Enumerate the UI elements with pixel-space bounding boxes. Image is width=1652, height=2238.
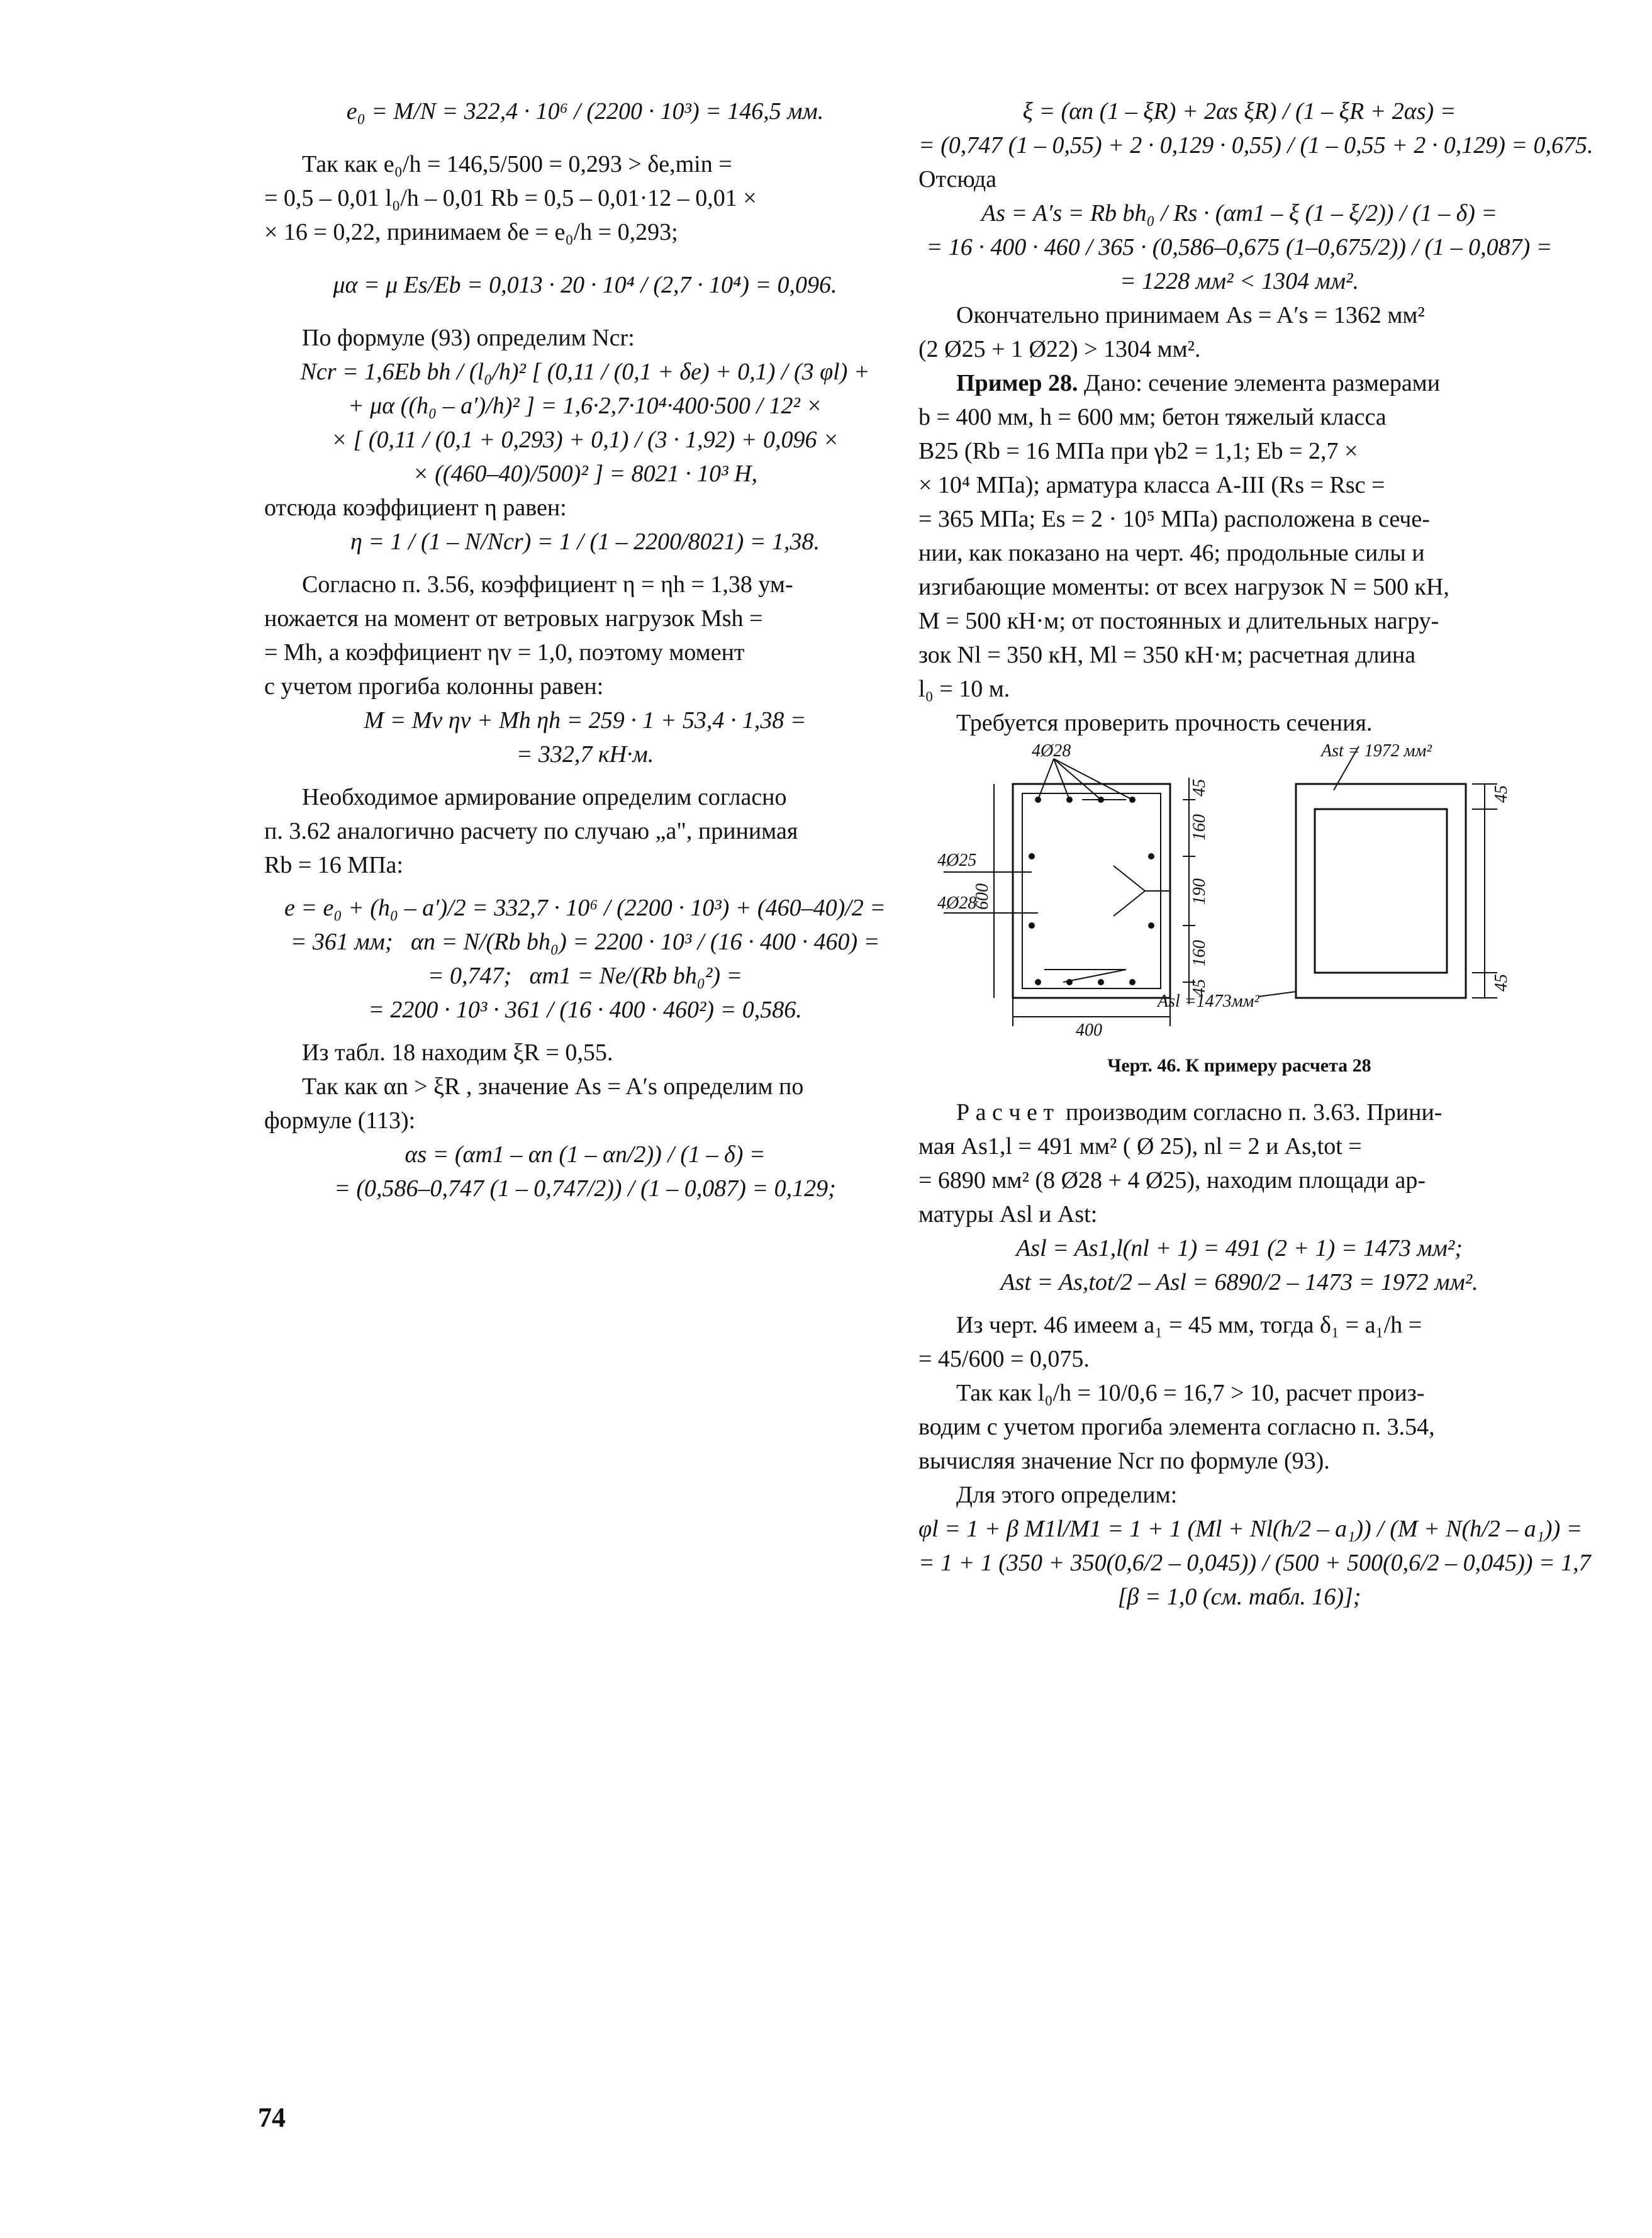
paragraph-line: Окончательно принимаем As = A′s = 1362 мм² — [956, 302, 1425, 328]
equation-line: Asl = As1,l(nl + 1) = 491 (2 + 1) = 1473 мм²; — [1016, 1235, 1463, 1262]
label-asl: Asl =1473мм² — [1158, 992, 1259, 1011]
label-top-bars: 4Ø28 — [1032, 741, 1071, 761]
paragraph-line: По формуле (93) определим Ncr: — [302, 325, 635, 351]
label-r45a: 45 — [1492, 785, 1511, 803]
equation-line: = 16 · 400 · 460 / 365 · (0,586–0,675 (1–0,675/2)) / (1 – 0,087) = — [926, 234, 1553, 260]
text-line: формуле (113): — [264, 1107, 416, 1134]
equation-line: = 2200 · 10³ · 361 / (16 · 400 · 460²) = 0,586. — [368, 997, 802, 1023]
text-line: = Mh, а коэффициент ηv = 1,0, поэтому момент — [264, 639, 745, 666]
label-d190: 190 — [1190, 878, 1209, 905]
text-line: матуры Asl и Ast: — [918, 1201, 1098, 1228]
paragraph-text: Дано: сечение элемента размерами — [1078, 370, 1441, 396]
label-d45a: 45 — [1190, 779, 1209, 797]
equation-line: ξ = (αn (1 – ξR) + 2αs ξR) / (1 – ξR + 2αs) = — [1022, 98, 1456, 125]
text-line: Rb = 16 МПа: — [264, 852, 403, 878]
equation-line: = (0,586–0,747 (1 – 0,747/2)) / (1 – 0,087) = 0,129; — [334, 1175, 836, 1202]
equation-line: η = 1 / (1 – N/Ncr) = 1 / (1 – 2200/8021) = 1,38. — [350, 529, 820, 555]
label-width: 400 — [1076, 1021, 1102, 1040]
label-ast: Ast = 1972 мм² — [1321, 741, 1432, 761]
paragraph-line: Необходимое армирование определим согласно — [302, 784, 787, 810]
label-d45b: 45 — [1190, 979, 1209, 997]
equation-line: = 332,7 кН·м. — [516, 741, 654, 768]
left-column — [264, 94, 906, 1206]
label-mid-bars: 4Ø25 — [937, 851, 977, 870]
equation-line: = 361 мм; αn = N/(Rb bh₀) = 2200 · 10³ / (16 · 400 · 460) = — [290, 929, 880, 955]
spacer — [264, 302, 906, 321]
paragraph-line: Требуется проверить прочность сечения. — [956, 710, 1373, 736]
equation-line: φl = 1 + β M1l/M1 = 1 + 1 (Ml + Nl(h/2 – a₁)) / (M + N(h/2 – a₁)) = — [918, 1516, 1583, 1542]
equation-line: × [ (0,11 / (0,1 + 0,293) + 0,1) / (3 · 1,92) + 0,096 × — [331, 427, 839, 453]
text-line: п. 3.62 аналогично расчету по случаю „а", принимая — [264, 818, 798, 844]
label-r45b: 45 — [1492, 974, 1511, 992]
text-line: × 10⁴ МПа); арматура класса А-III (Rs = Rsc = — [918, 472, 1385, 498]
text-line: вычисляя значение Ncr по формуле (93). — [918, 1448, 1330, 1474]
text-line: водим с учетом прогиба элемента согласно п. 3.54, — [918, 1414, 1435, 1440]
figure-46-drawing — [918, 740, 1560, 1042]
text-line: = 6890 мм² (8 Ø28 + 4 Ø25), находим площади ар- — [918, 1167, 1426, 1194]
paragraph-line: Так как l₀/h = 10/0,6 = 16,7 > 10, расчет произ- — [956, 1380, 1425, 1406]
paragraph-line: Для этого определим: — [956, 1482, 1178, 1508]
equivalent-section-inner — [1315, 809, 1447, 973]
text-line: зок Nl = 350 кН, Ml = 350 кН·м; расчетная длина — [918, 642, 1416, 668]
spacer — [264, 1027, 906, 1036]
equivalent-section-outline — [1296, 784, 1466, 998]
equation-line: μα = μ Es/Eb = 0,013 · 20 · 10⁴ / (2,7 · 10⁴) = 0,096. — [333, 272, 837, 298]
spacer — [264, 249, 906, 268]
paragraph-line: Согласно п. 3.56, коэффициент η = ηh = 1,38 ум- — [302, 571, 793, 598]
section-inner — [1022, 793, 1161, 988]
text-line: = 365 МПа; Es = 2 · 10⁵ МПа) расположена в сече- — [918, 506, 1430, 532]
text-line: × 16 = 0,22, принимаем δe = e₀/h = 0,293; — [264, 219, 678, 245]
spacer — [264, 882, 906, 891]
paragraph-line: Р а с ч е т производим согласно п. 3.63. Прини- — [956, 1099, 1443, 1126]
text-line: отсюда коэффициент η равен: — [264, 495, 567, 521]
equation-line: = 1 + 1 (350 + 350(0,6/2 – 0,045)) / (500 + 500(0,6/2 – 0,045)) = 1,7 — [918, 1550, 1591, 1576]
equation-line: Ast = As,tot/2 – Asl = 6890/2 – 1473 = 1972 мм². — [1000, 1269, 1478, 1295]
paragraph-line: Так как e₀/h = 146,5/500 = 0,293 > δe,min = — [302, 151, 732, 177]
equation-line: Ncr = 1,6Eb bh / (l₀/h)² [ (0,11 / (0,1 + δe) + 0,1) / (3 φl) + — [300, 359, 870, 385]
equation-line: = 0,747; αm1 = Ne/(Rb bh₀²) = — [427, 963, 743, 989]
text-line: M = 500 кН·м; от постоянных и длительных нагру- — [918, 608, 1439, 634]
spacer — [264, 559, 906, 568]
figure-46 — [918, 740, 1560, 1077]
equation-line: e = e₀ + (h₀ – a′)/2 = 332,7 · 10⁶ / (2200 · 10³) + (460–40)/2 = — [284, 895, 886, 921]
equation-line: + μα ((h₀ – a′)/h)² ] = 1,6·2,7·10⁴·400·500 / 12² × — [348, 393, 822, 419]
text-line: l₀ = 10 м. — [918, 676, 1010, 702]
paragraph-line — [918, 366, 1560, 400]
equation-line: = (0,747 (1 – 0,55) + 2 · 0,129 · 0,55) / (1 – 0,55 + 2 · 0,129) = 0,675. — [918, 132, 1593, 159]
spacer — [264, 771, 906, 780]
text-line: нии, как показано на черт. 46; продольные силы и — [918, 540, 1425, 566]
paragraph-line: Так как αn > ξR , значение As = A′s определим по — [302, 1073, 804, 1100]
text-line: = 0,5 – 0,01 l₀/h – 0,01 Rb = 0,5 – 0,01·12 – 0,01 × — [264, 185, 757, 211]
equation-line: [β = 1,0 (см. табл. 16)]; — [1117, 1584, 1361, 1610]
spacer — [918, 1299, 1560, 1308]
equation-line: e₀ = M/N = 322,4 · 10⁶ / (2200 · 10³) = 146,5 мм. — [346, 98, 824, 125]
page-number: 74 — [258, 2102, 286, 2133]
right-column — [918, 94, 1593, 1614]
text-line: изгибающие моменты: от всех нагрузок N = 500 кН, — [918, 574, 1449, 600]
paragraph-line: Из черт. 46 имеем a₁ = 45 мм, тогда δ₁ = a₁/h = — [956, 1312, 1422, 1338]
text-line: B25 (Rb = 16 МПа при γb2 = 1,1; Eb = 2,7 × — [918, 438, 1358, 464]
figure-caption: Черт. 46. К примеру расчета 28 — [1107, 1055, 1371, 1076]
equation-line: αs = (αm1 – αn (1 – αn/2)) / (1 – δ) = — [405, 1141, 766, 1168]
text-line: = 45/600 = 0,075. — [918, 1346, 1090, 1372]
spacer — [264, 128, 906, 147]
paragraph-line: Из табл. 18 находим ξR = 0,55. — [302, 1039, 613, 1066]
label-d160b: 160 — [1190, 940, 1209, 966]
example-heading: Пример 28. — [956, 370, 1078, 396]
label-d160a: 160 — [1190, 814, 1209, 841]
label-height: 600 — [973, 883, 992, 910]
text-line: мая As1,l = 491 мм² ( Ø 25), nl = 2 и As,tot = — [918, 1133, 1362, 1160]
equation-line: As = A′s = Rb bh₀ / Rs · (αm1 – ξ (1 – ξ/2)) / (1 – δ) = — [981, 200, 1498, 227]
text-line: с учетом прогиба колонны равен: — [264, 673, 604, 700]
equation-line: × ((460–40)/500)² ] = 8021 · 10³ Н, — [413, 461, 757, 487]
text-line: b = 400 мм, h = 600 мм; бетон тяжелый класса — [918, 404, 1387, 430]
equation-line: = 1228 мм² < 1304 мм². — [1119, 268, 1359, 294]
text-line: Отсюда — [918, 166, 997, 193]
equation-line: M = Mv ηv + Mh ηh = 259 · 1 + 53,4 · 1,38 = — [364, 707, 806, 734]
text-line: (2 Ø25 + 1 Ø22) > 1304 мм². — [918, 336, 1201, 362]
text-line: ножается на момент от ветровых нагрузок Msh = — [264, 605, 763, 632]
label-bot-bars: 4Ø28 — [937, 893, 977, 913]
